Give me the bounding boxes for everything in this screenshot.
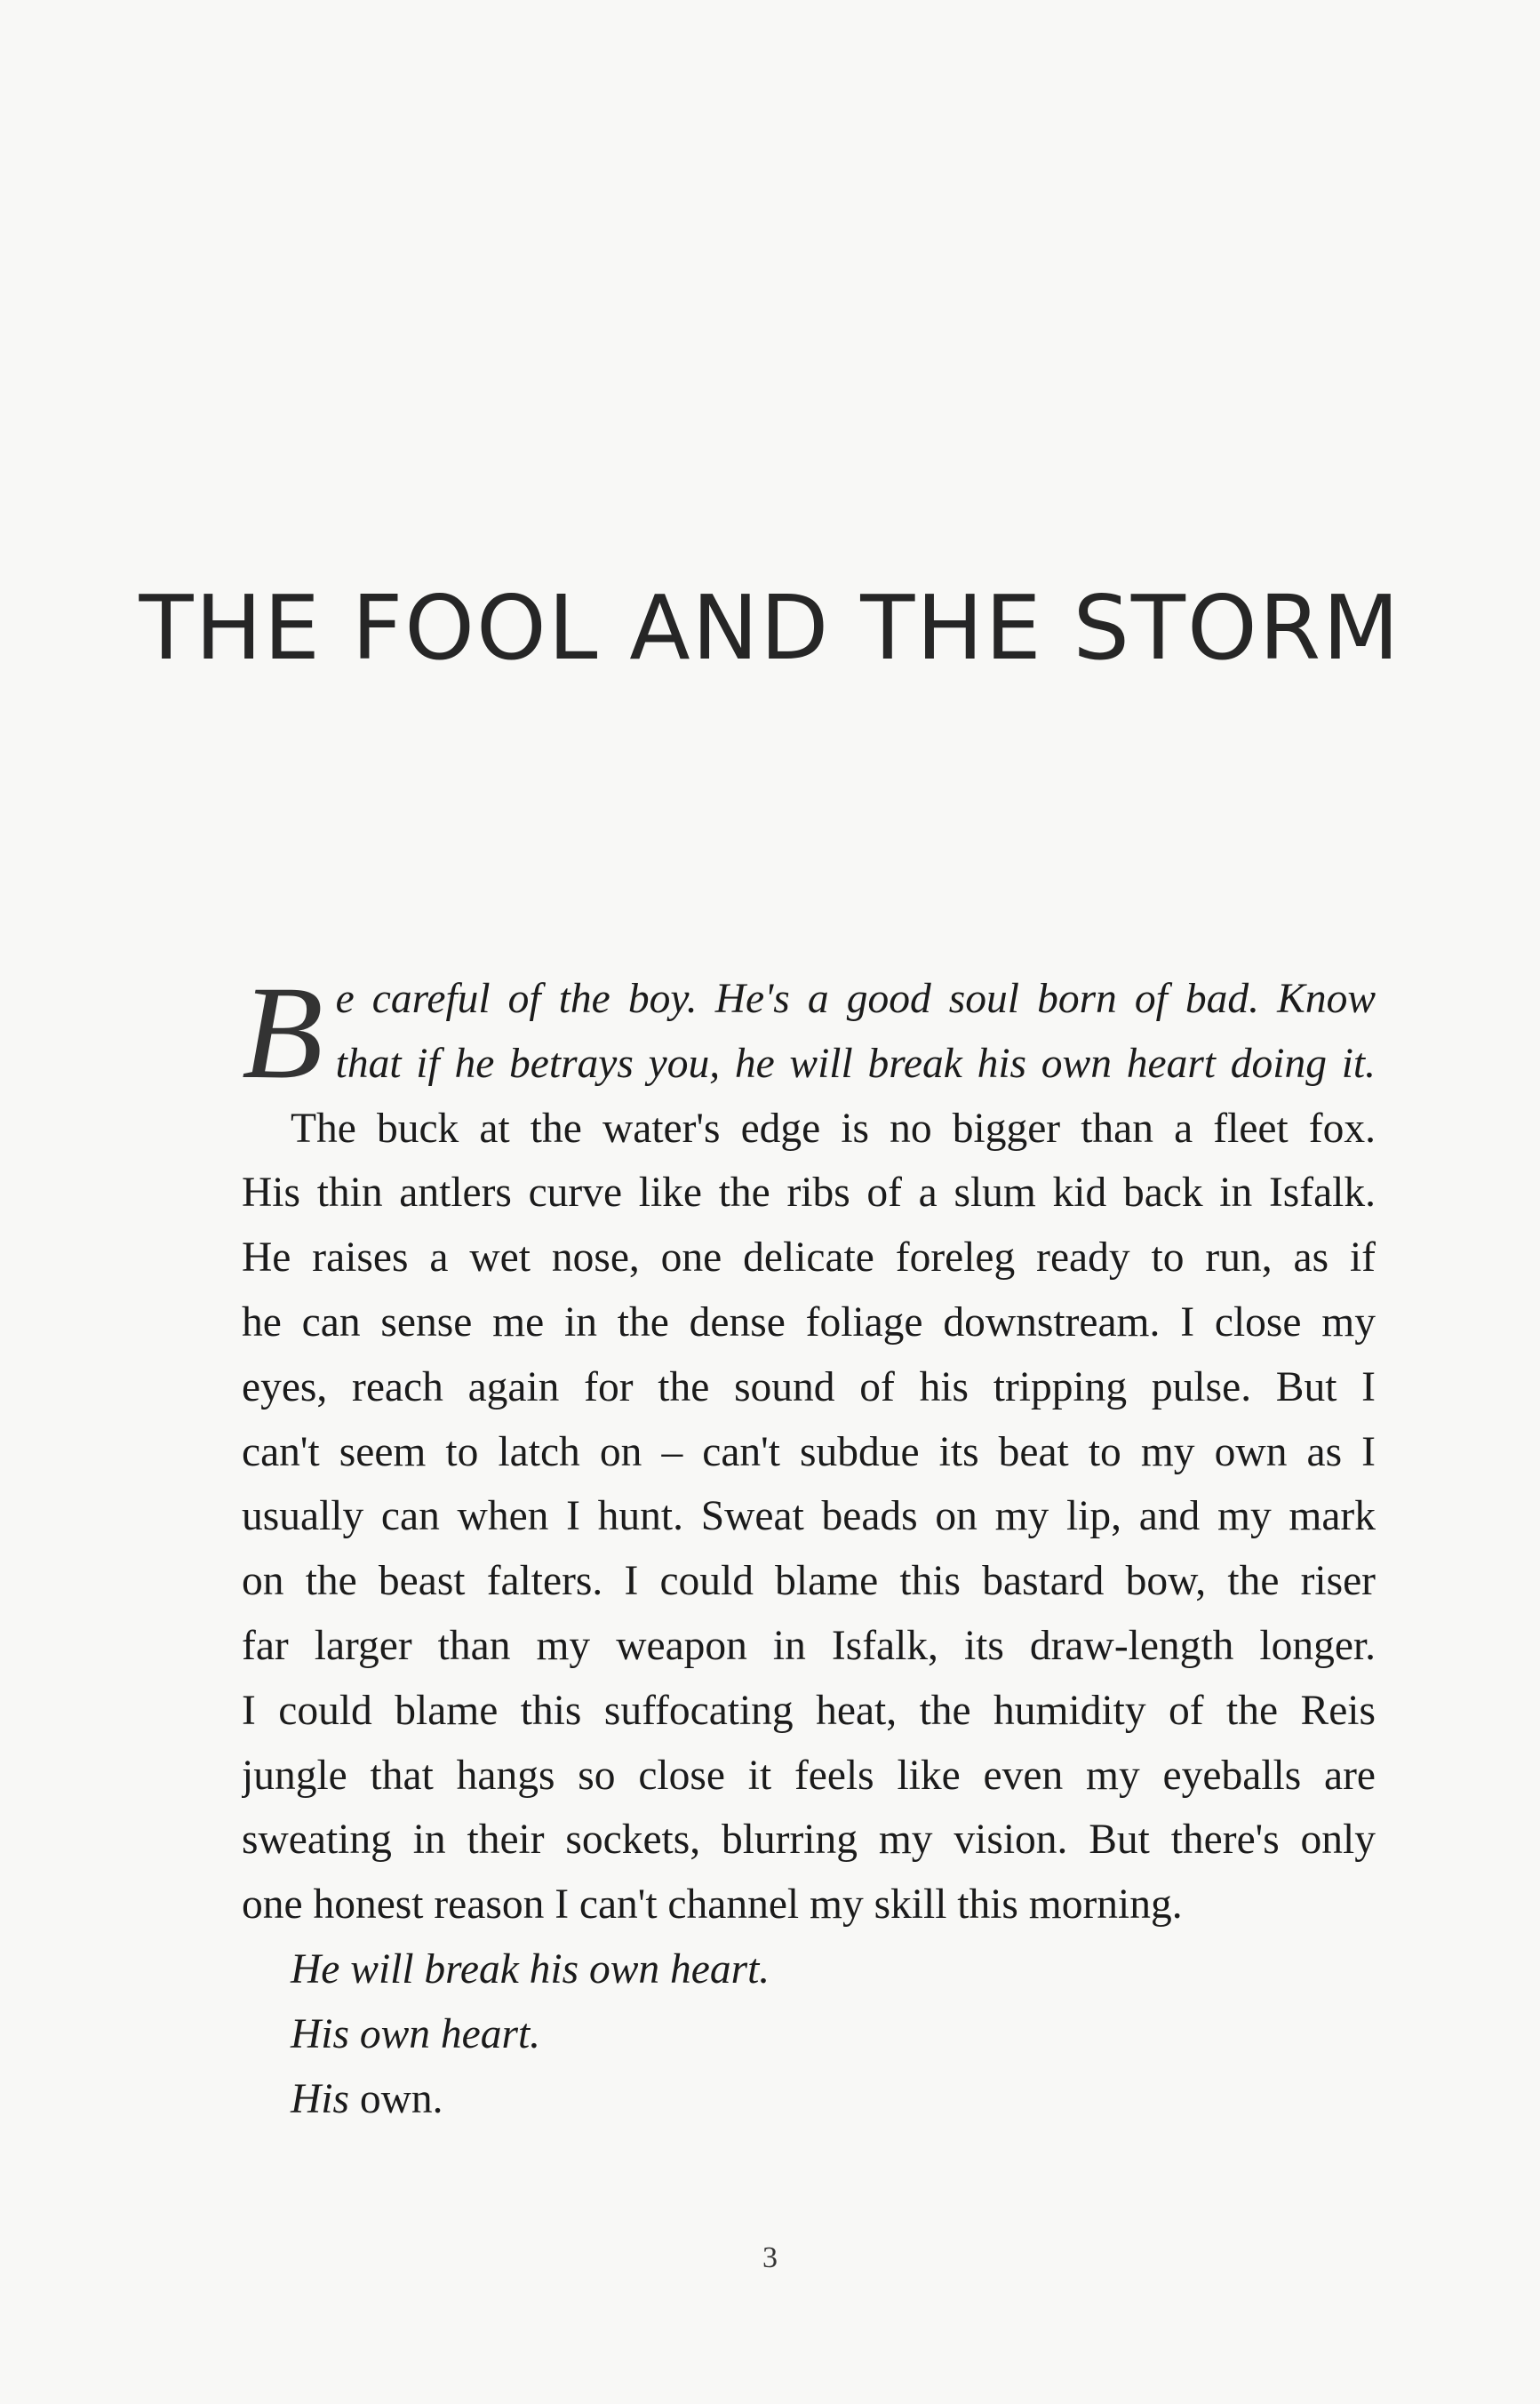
- opening-italic-paragraph: [242, 959, 1376, 1106]
- text-line: one honest reason I can't channel my skill this morning.: [242, 1881, 1183, 1929]
- text-line: eyes, reach again for the sound of his tripping pulse. But I: [242, 1363, 1376, 1410]
- text-line: he can sense me in the dense foliage downstream. I close my: [242, 1298, 1376, 1346]
- text-line: I could blame this suffocating heat, the humidity of the Reis: [242, 1687, 1376, 1734]
- text-line: far larger than my weapon in Isfalk, its draw-length longer.: [242, 1622, 1376, 1669]
- closing-line-3: [242, 2067, 1376, 2132]
- drop-cap: B: [242, 959, 323, 1106]
- text-line: sweating in their sockets, blurring my vision. But there's only: [242, 1817, 1376, 1864]
- chapter-title: THE FOOL AND THE STORM: [139, 576, 1401, 680]
- main-paragraph: [242, 1097, 1376, 1937]
- text-line: The buck at the water's edge is no bigger than a fleet fox.: [291, 1105, 1376, 1152]
- closing-line-1: He will break his own heart.: [291, 1945, 770, 1993]
- text-line: jungle that hangs so close it feels like even my eyeballs are: [242, 1752, 1376, 1799]
- text-line: His thin antlers curve like the ribs of a slum kid back in Isfalk.: [242, 1170, 1376, 1217]
- body-text: [242, 959, 1376, 2131]
- text-line: usually can when I hunt. Sweat beads on my lip, and my mark: [242, 1493, 1376, 1540]
- text-line: on the beast falters. I could blame this bastard bow, the riser: [242, 1558, 1376, 1605]
- closing-line-2: His own heart.: [291, 2010, 541, 2057]
- text-line: can't seem to latch on – can't subdue its beat to my own as I: [242, 1428, 1376, 1475]
- page-number: 3: [762, 2241, 778, 2274]
- text-line: e careful of the boy. He's a good soul born of bad. Know: [335, 976, 1376, 1022]
- text-line: He raises a wet nose, one delicate foreleg ready to run, as if: [242, 1234, 1376, 1282]
- closing-line-3-rest: own.: [349, 2075, 443, 2122]
- text-line: that if he betrays you, he will break his own heart doing it.: [335, 1040, 1376, 1087]
- closing-line-3-italic: His: [291, 2075, 349, 2122]
